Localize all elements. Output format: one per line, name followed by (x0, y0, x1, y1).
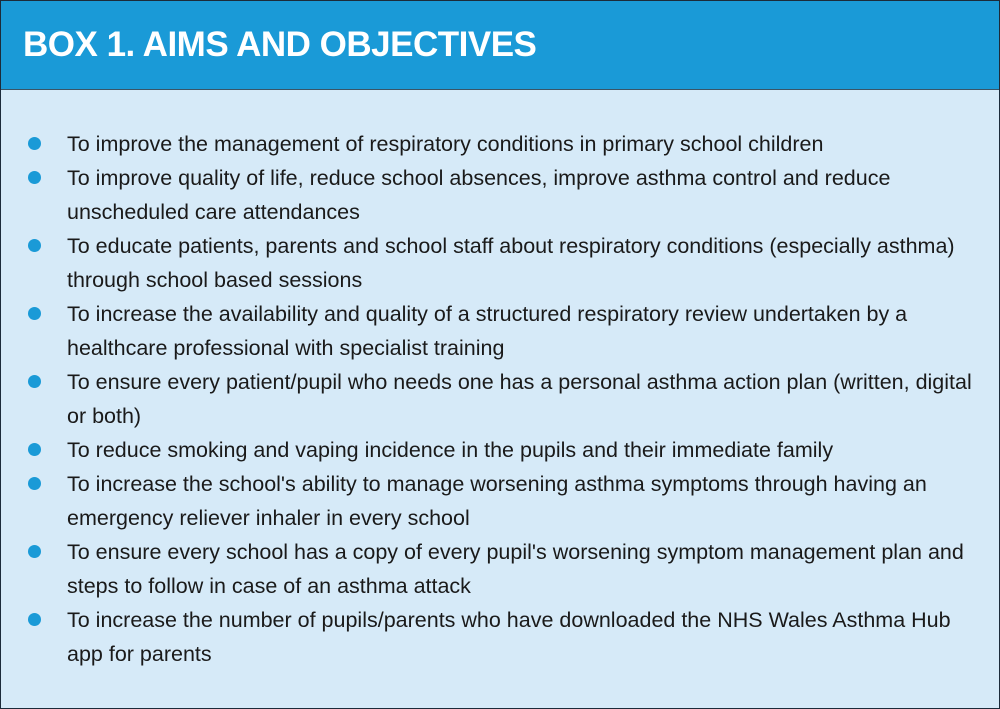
bullet-dot-icon (28, 613, 41, 626)
list-item (1, 433, 999, 467)
list-item-text: To increase the availability and quality of a structured respiratory review undertaken by a healthcare professional with specialist training (67, 302, 908, 360)
list-item-text: To ensure every patient/pupil who needs one has a personal asthma action plan (written, digital or both) (67, 370, 972, 428)
bullet-dot-icon (28, 137, 41, 150)
bullet-dot-icon (28, 375, 41, 388)
list-item (1, 297, 999, 365)
list-item-text: To improve quality of life, reduce school absences, improve asthma control and reduce unscheduled care attendances (67, 166, 891, 224)
list-item (1, 229, 999, 297)
list-item (1, 603, 999, 671)
list-item (1, 467, 999, 535)
list-item-text: To reduce smoking and vaping incidence in the pupils and their immediate family (67, 438, 834, 462)
bullet-dot-icon (28, 307, 41, 320)
bullet-dot-icon (28, 171, 41, 184)
bullet-dot-icon (28, 239, 41, 252)
bullet-dot-icon (28, 443, 41, 456)
bullet-dot-icon (28, 545, 41, 558)
box-header (1, 1, 999, 90)
list-item-text: To increase the school's ability to manage worsening asthma symptoms through having an emergency reliever inhaler in every school (67, 472, 927, 530)
list-item (1, 365, 999, 433)
list-item (1, 127, 999, 161)
list-item-text: To increase the number of pupils/parents who have downloaded the NHS Wales Asthma Hub app for parents (67, 608, 951, 666)
list-item-text: To ensure every school has a copy of every pupil's worsening symptom management plan and steps to follow in case of an asthma attack (67, 540, 964, 598)
list-item-text: To educate patients, parents and school staff about respiratory conditions (especially asthma) through school based sessions (67, 234, 955, 292)
list-item-text: To improve the management of respiratory conditions in primary school children (67, 132, 824, 156)
box-title: BOX 1. AIMS AND OBJECTIVES (23, 25, 537, 64)
list-item (1, 535, 999, 603)
bullet-dot-icon (28, 477, 41, 490)
objectives-list (1, 127, 999, 671)
list-item (1, 161, 999, 229)
